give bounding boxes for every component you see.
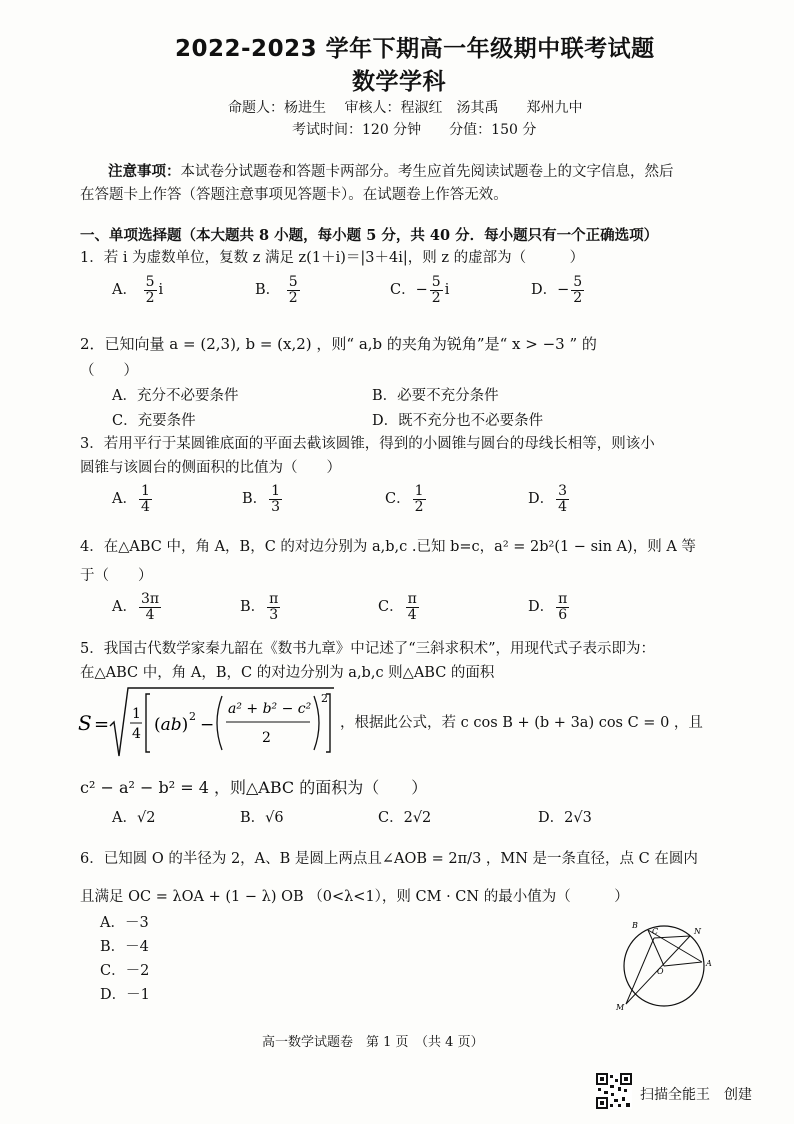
exam-info: 考试时间：120 分钟 分值：150 分: [292, 122, 537, 138]
q2-stem: 2．已知向量 a = (2,3), b = (x,2) ，则“ a,b 的夹角为锐角”是“ x > −3 ” 的: [80, 335, 597, 353]
q6-option-b: B．－4: [100, 939, 149, 955]
q4-option-a: A． $\frac{3\pi}{4}$: [112, 591, 160, 623]
section1-heading: 一、单项选择题（本大题共 8 小题，每小题 5 分，共 40 分．每小题只有一个正确选项）: [80, 227, 659, 244]
q3-stem-line2: 圆锥与该圆台的侧面积的比值为（ ）: [80, 460, 341, 476]
svg-text:2: 2: [189, 710, 196, 723]
fig-label-n: N: [694, 927, 701, 936]
q3-option-a: A． $\frac{1}{4}$: [112, 483, 150, 515]
fig-label-b: B: [632, 921, 638, 930]
notice-text1: 本试卷分试题卷和答题卡两部分。考生应首先阅读试题卷上的文字信息，然后: [180, 164, 674, 180]
svg-text:2: 2: [321, 692, 328, 705]
q6-stem-line2: 且满足 OC = λOA + (1 − λ) OB （0<λ<1），则 CM · CN 的最小值为（ ）: [80, 889, 629, 905]
svg-text:a² + b² − c²: a² + b² − c²: [228, 701, 312, 717]
q2-option-a: A．充分不必要条件: [112, 388, 239, 404]
q1-option-c: C．− $\frac{5}{2}$ i: [390, 274, 450, 306]
q5-condition2: c² − a² − b² = 4 ，则△ABC 的面积为（ ）: [80, 778, 428, 797]
page-footer: 高一数学试题卷 第 1 页 （共 4 页）: [262, 1035, 484, 1050]
circle-figure: [612, 916, 718, 1012]
q4-option-b: B． $\frac{\pi}{3}$: [240, 591, 279, 623]
q6-stem-line1: 6．已知圆 O 的半径为 2，A、B 是圆上两点且∠AOB = 2π/3 ，MN 是一条直径，点 C 在圆内: [80, 851, 698, 867]
svg-text:2: 2: [262, 730, 271, 746]
fig-label-c: C: [652, 927, 659, 936]
fig-label-m: M: [616, 1003, 625, 1012]
q1-option-a: A． $\frac{5}{2}$ i: [112, 274, 164, 306]
q2-paren: （ ）: [80, 363, 138, 379]
q5-condition: ，根据此公式，若 c cos B + (b + 3a) cos C = 0 ，且: [340, 715, 703, 731]
q6-option-a: A．－3: [100, 915, 149, 931]
q1-stem: 1．若 i 为虚数单位，复数 z 满足 z(1＋i)＝|3＋4i|，则 z 的虚部为（ ）: [80, 250, 585, 266]
q3-option-b: B． $\frac{1}{3}$: [242, 483, 281, 515]
q4-option-c: C． $\frac{\pi}{4}$: [378, 591, 417, 623]
svg-text:1: 1: [132, 706, 141, 722]
q3-stem-line1: 3．若用平行于某圆锥底面的平面去截该圆锥，得到的小圆锥与圆台的母线长相等，则该小: [80, 436, 655, 452]
authors-line: 命题人：杨进生 审核人：程淑红 汤其禹 郑州九中: [228, 100, 583, 116]
q5-option-a: A．√2: [112, 810, 156, 826]
svg-text:4: 4: [132, 726, 141, 742]
fig-label-a: A: [706, 959, 712, 968]
q1-option-b: B． $\frac{5}{2}$: [255, 274, 298, 306]
q2-option-d: D．既不充分也不必要条件: [372, 413, 544, 429]
heron-formula: [76, 682, 338, 762]
notice-line1: [108, 160, 674, 181]
q5-stem-line2: 在△ABC 中，角 A，B，C 的对边分别为 a,b,c 则△ABC 的面积: [80, 665, 495, 681]
fig-label-o: O: [657, 967, 664, 976]
q3-option-c: C． $\frac{1}{2}$: [385, 483, 424, 515]
q3-option-d: D． $\frac{3}{4}$: [528, 483, 568, 515]
q4-stem-line1: 4．在△ABC 中，角 A，B，C 的对边分别为 a,b,c .已知 b=c，a² = 2b²(1 − sin A)，则 A 等: [80, 539, 696, 555]
svg-text:=: =: [94, 714, 110, 735]
svg-text:(ab): (ab): [154, 715, 189, 735]
q5-option-b: B．√6: [240, 810, 284, 826]
q2-option-b: B．必要不充分条件: [372, 388, 499, 404]
scanner-watermark: 扫描全能王 创建: [640, 1087, 752, 1103]
q5-option-c: C．2√2: [378, 810, 432, 826]
q2-option-c: C．充要条件: [112, 413, 196, 429]
q5-stem-line1: 5．我国古代数学家秦九韶在《数书九章》中记述了“三斜求积术”，用现代式子表示即为：: [80, 641, 656, 657]
q1-option-d: D．− $\frac{5}{2}$: [531, 274, 583, 306]
notice-label: 注意事项：: [108, 163, 181, 180]
q4-stem-line2: 于（ ）: [80, 568, 153, 584]
q5-option-d: D．2√3: [538, 810, 592, 826]
notice-line2: 在答题卡上作答（答题注意事项见答题卡）。在试题卷上作答无效。: [80, 187, 508, 203]
qr-code-icon: [596, 1073, 632, 1109]
q4-option-d: D． $\frac{\pi}{6}$: [528, 591, 568, 623]
subject-title: 数学学科: [352, 69, 446, 95]
svg-text:S: S: [78, 711, 92, 735]
exam-title: 2022-2023 学年下期高一年级期中联考试题: [175, 36, 655, 62]
q6-option-c: C．－2: [100, 963, 150, 979]
svg-text:−: −: [200, 715, 215, 735]
q6-option-d: D．－1: [100, 987, 150, 1003]
